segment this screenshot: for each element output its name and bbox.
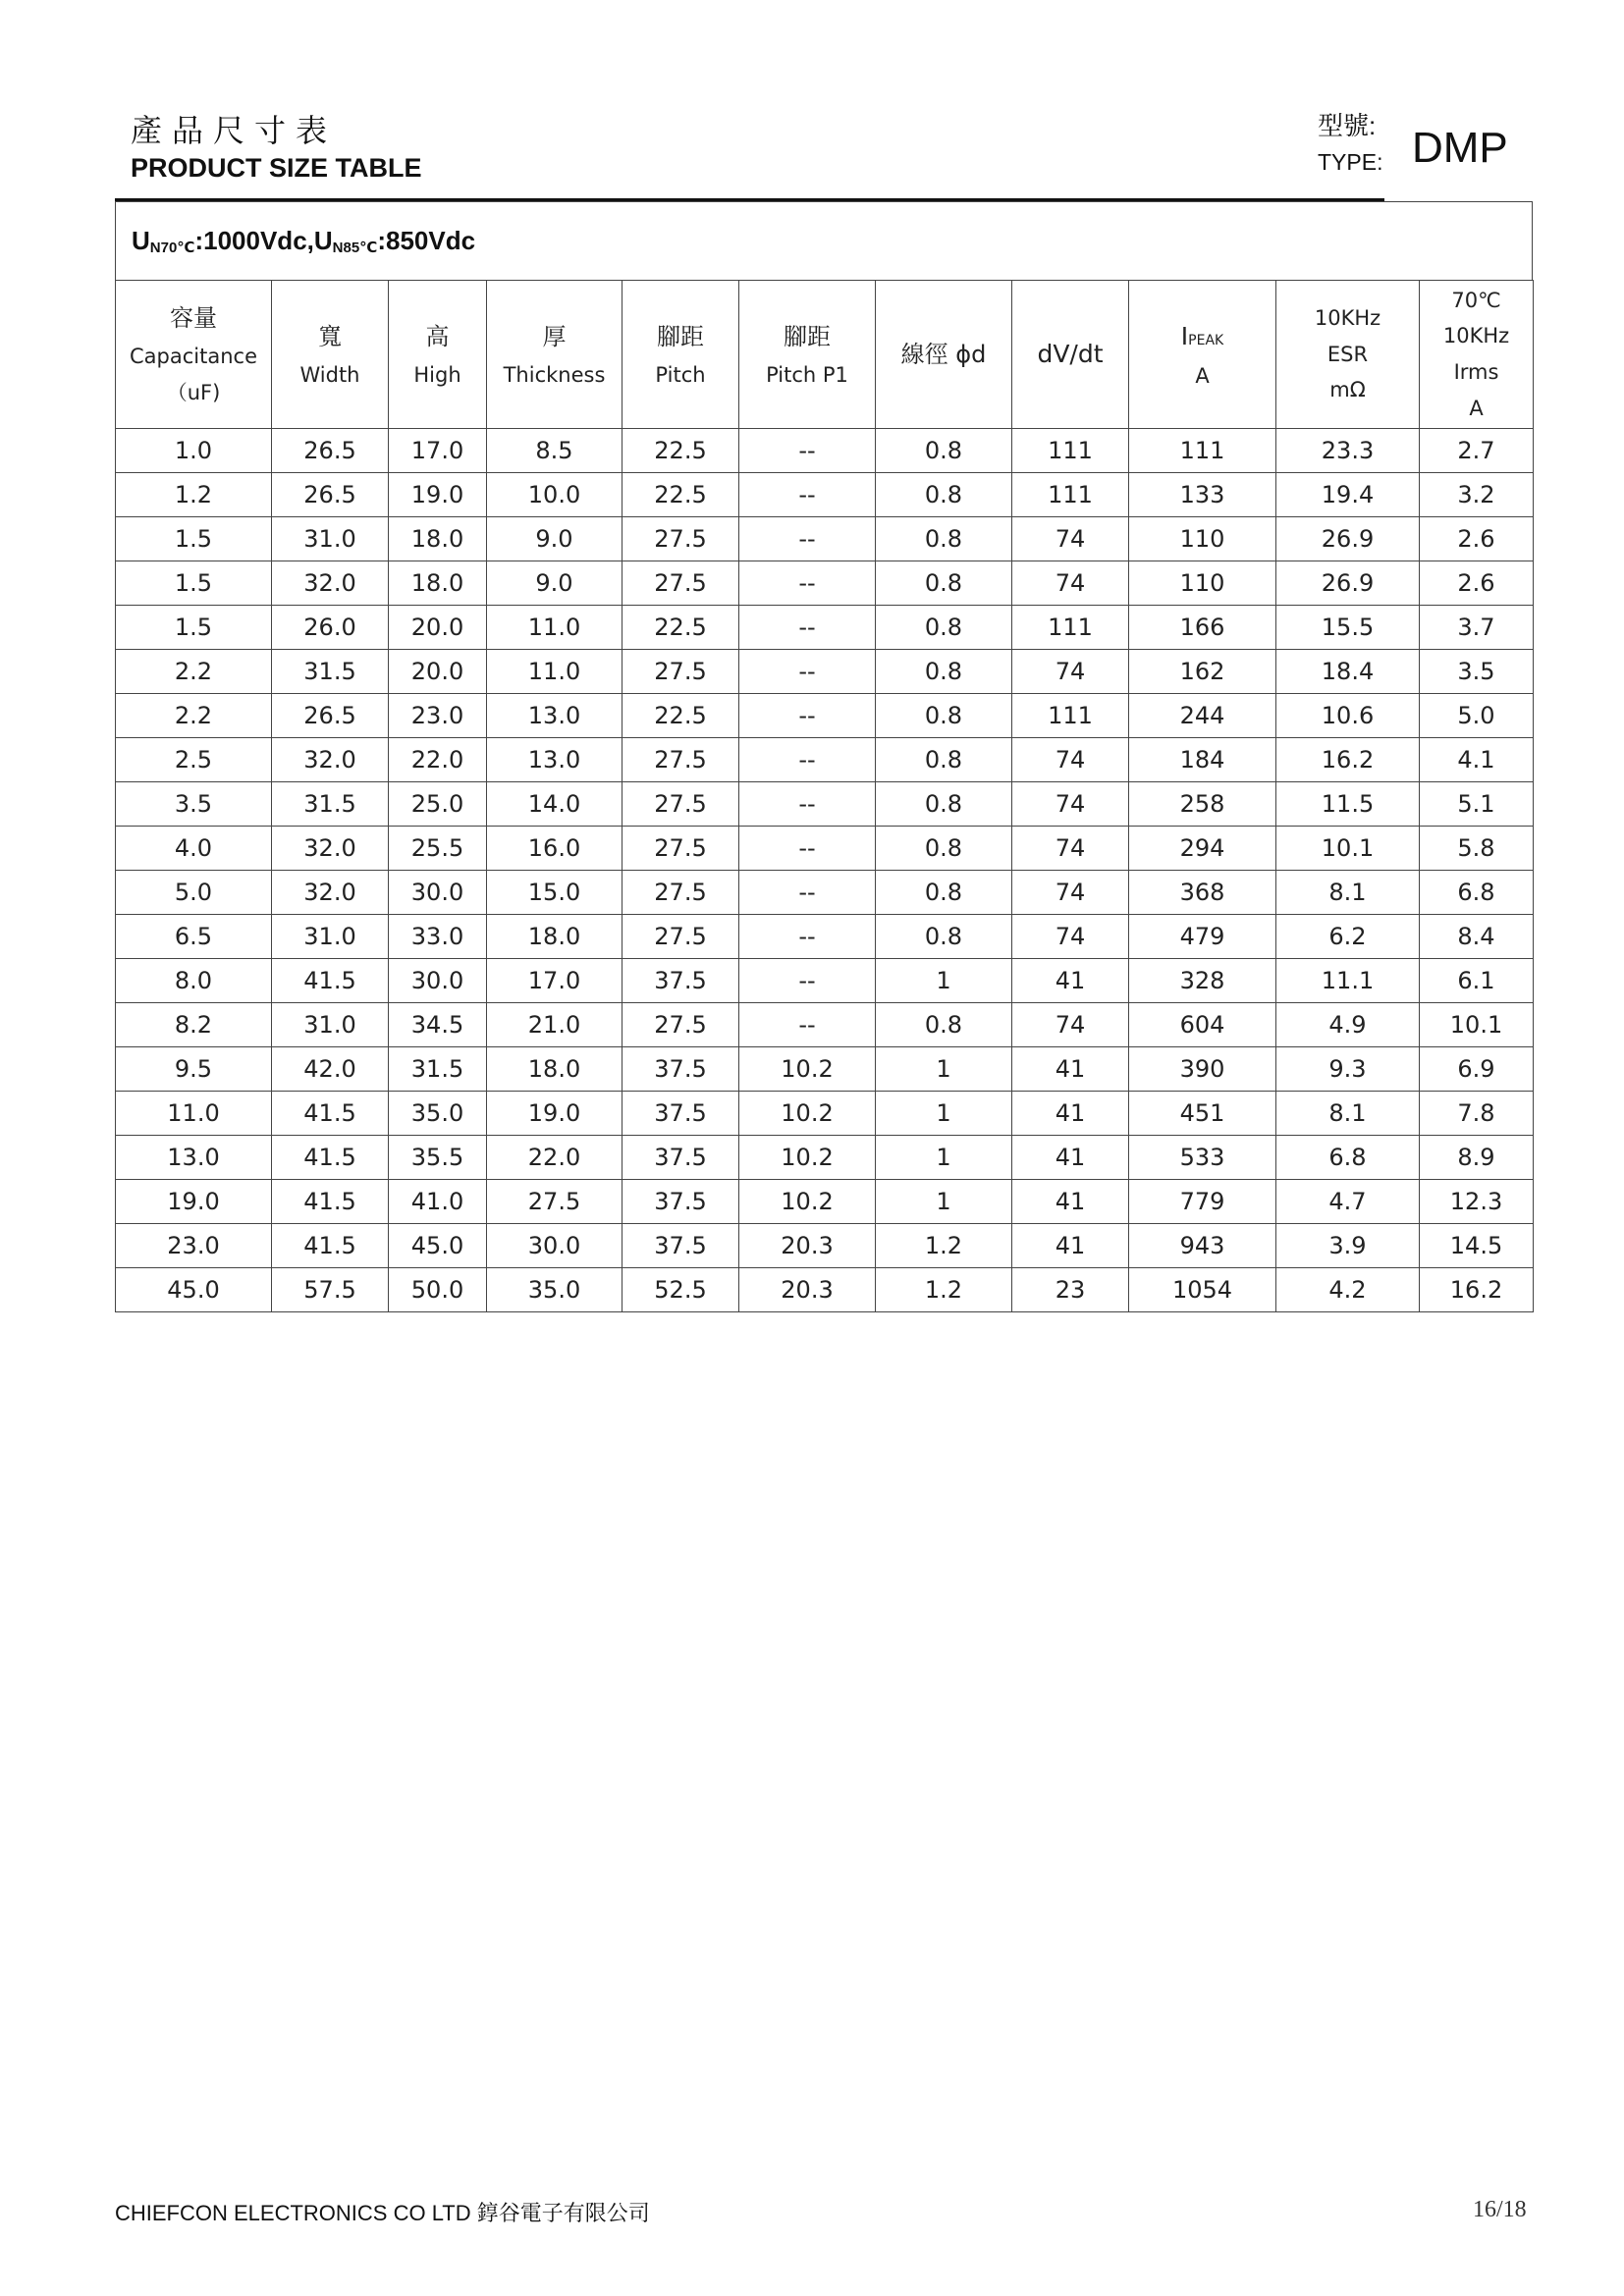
table-cell: 3.5 (116, 782, 272, 827)
table-row (116, 1268, 1534, 1312)
table-cell: 22.5 (623, 694, 739, 738)
table-cell: 41.5 (272, 1136, 389, 1180)
table-row (116, 915, 1534, 959)
table-body (116, 429, 1534, 1312)
table-cell: 4.9 (1276, 1003, 1420, 1047)
column-header-line: 寬 (318, 322, 342, 350)
column-header (389, 281, 487, 429)
table-cell: 110 (1129, 517, 1276, 561)
table-cell: 13.0 (487, 738, 623, 782)
table-cell: 9.5 (116, 1047, 272, 1092)
table-cell: 943 (1129, 1224, 1276, 1268)
table-row (116, 782, 1534, 827)
table-cell: 1 (876, 1092, 1012, 1136)
table-cell: 166 (1129, 606, 1276, 650)
column-header (876, 281, 1012, 429)
table-cell: 9.3 (1276, 1047, 1420, 1092)
voltage-rating (115, 201, 1533, 280)
table-cell: 27.5 (623, 871, 739, 915)
table-cell: 52.5 (623, 1268, 739, 1312)
product-size-table (115, 280, 1534, 1312)
table-cell: 45.0 (389, 1224, 487, 1268)
table-cell: 30.0 (389, 871, 487, 915)
column-header-line: Capacitance (130, 345, 257, 369)
table-cell: 20.3 (739, 1224, 876, 1268)
column-header-line: dV/dt (1037, 340, 1104, 369)
table-row (116, 606, 1534, 650)
type-value: DMP (1412, 124, 1508, 172)
table-cell: 10.2 (739, 1180, 876, 1224)
table-cell: 18.0 (487, 1047, 623, 1092)
table-cell: 1.5 (116, 561, 272, 606)
table-cell: 27.5 (623, 915, 739, 959)
table-cell: 5.8 (1420, 827, 1534, 871)
table-cell: 0.8 (876, 1003, 1012, 1047)
column-header-line: 腳距 (784, 322, 831, 350)
table-cell: 1.5 (116, 517, 272, 561)
table-cell: 110 (1129, 561, 1276, 606)
table-cell: 32.0 (272, 738, 389, 782)
column-header-line: High (413, 362, 461, 387)
table-cell: 27.5 (623, 1003, 739, 1047)
table-cell: 15.5 (1276, 606, 1420, 650)
table-cell: 35.0 (389, 1092, 487, 1136)
table-cell: 37.5 (623, 1092, 739, 1136)
table-cell: 42.0 (272, 1047, 389, 1092)
table-cell: 8.2 (116, 1003, 272, 1047)
table-cell: 0.8 (876, 915, 1012, 959)
table-cell: 74 (1012, 517, 1129, 561)
table-cell: -- (739, 782, 876, 827)
table-cell: 0.8 (876, 650, 1012, 694)
table-cell: 8.0 (116, 959, 272, 1003)
table-cell: 45.0 (116, 1268, 272, 1312)
table-cell: 31.5 (272, 782, 389, 827)
table-cell: 184 (1129, 738, 1276, 782)
table-cell: 27.5 (623, 782, 739, 827)
table-cell: -- (739, 606, 876, 650)
table-cell: 26.0 (272, 606, 389, 650)
table-cell: 41 (1012, 1224, 1129, 1268)
table-cell: 14.0 (487, 782, 623, 827)
table-cell: 27.5 (623, 561, 739, 606)
voltage-u2-subscript: N85℃ (332, 239, 378, 256)
table-cell: 26.9 (1276, 561, 1420, 606)
table-cell: 23.3 (1276, 429, 1420, 473)
table-cell: 37.5 (623, 959, 739, 1003)
table-cell: 19.0 (389, 473, 487, 517)
table-cell: 13.0 (487, 694, 623, 738)
table-cell: 390 (1129, 1047, 1276, 1092)
table-row (116, 1224, 1534, 1268)
column-header-line: ESR (1326, 342, 1369, 366)
table-cell: -- (739, 694, 876, 738)
table-cell: 451 (1129, 1092, 1276, 1136)
table-cell: 74 (1012, 561, 1129, 606)
column-header (1129, 281, 1276, 429)
table-cell: 13.0 (116, 1136, 272, 1180)
column-header-line: A (1469, 396, 1484, 420)
table-cell: 41 (1012, 1047, 1129, 1092)
table-cell: 6.8 (1276, 1136, 1420, 1180)
table-cell: 31.5 (389, 1047, 487, 1092)
column-header-line: 高 (425, 322, 450, 350)
column-header-line: （uF) (166, 381, 221, 404)
table-cell: 27.5 (623, 517, 739, 561)
table-cell: -- (739, 561, 876, 606)
column-header-line: 厚 (542, 322, 567, 350)
table-cell: 4.7 (1276, 1180, 1420, 1224)
table-cell: 244 (1129, 694, 1276, 738)
table-cell: 23.0 (116, 1224, 272, 1268)
table-cell: 2.6 (1420, 517, 1534, 561)
table-cell: 74 (1012, 650, 1129, 694)
table-cell: 4.2 (1276, 1268, 1420, 1312)
table-cell: 6.2 (1276, 915, 1420, 959)
table-cell: 1.2 (876, 1268, 1012, 1312)
table-cell: 1 (876, 1180, 1012, 1224)
table-cell: 20.0 (389, 606, 487, 650)
table-row (116, 738, 1534, 782)
column-header (1012, 281, 1129, 429)
table-cell: 779 (1129, 1180, 1276, 1224)
table-row (116, 1136, 1534, 1180)
table-row (116, 959, 1534, 1003)
table-cell: 1054 (1129, 1268, 1276, 1312)
table-cell: 18.0 (389, 517, 487, 561)
table-row (116, 650, 1534, 694)
type-label-english: TYPE: (1318, 149, 1383, 175)
table-cell: 27.5 (623, 738, 739, 782)
table-cell: 20.3 (739, 1268, 876, 1312)
table-row (116, 694, 1534, 738)
table-cell: 25.5 (389, 827, 487, 871)
table-cell: 9.0 (487, 561, 623, 606)
table-cell: 33.0 (389, 915, 487, 959)
table-cell: 8.1 (1276, 871, 1420, 915)
table-cell: 1.5 (116, 606, 272, 650)
table-cell: 3.7 (1420, 606, 1534, 650)
table-cell: 11.0 (116, 1092, 272, 1136)
table-cell: 1 (876, 959, 1012, 1003)
voltage-u1-symbol: U (132, 226, 150, 255)
table-cell: -- (739, 738, 876, 782)
table-cell: 31.5 (272, 650, 389, 694)
column-header (1420, 281, 1534, 429)
column-header-line: 10KHz (1442, 324, 1510, 348)
page-title-chinese: 產品尺寸表 (131, 113, 338, 148)
table-cell: 1 (876, 1136, 1012, 1180)
table-cell: 74 (1012, 1003, 1129, 1047)
table-cell: 111 (1012, 606, 1129, 650)
table-cell: 27.5 (623, 827, 739, 871)
table-cell: 111 (1012, 473, 1129, 517)
voltage-u2-symbol: U (313, 226, 333, 255)
table-cell: 8.9 (1420, 1136, 1534, 1180)
column-header (272, 281, 389, 429)
table-row (116, 517, 1534, 561)
table-cell: 41 (1012, 1136, 1129, 1180)
table-cell: 35.5 (389, 1136, 487, 1180)
table-cell: 0.8 (876, 561, 1012, 606)
table-cell: 6.1 (1420, 959, 1534, 1003)
table-cell: 0.8 (876, 606, 1012, 650)
table-cell: 41.5 (272, 959, 389, 1003)
table-cell: 41 (1012, 1180, 1129, 1224)
table-cell: 2.5 (116, 738, 272, 782)
table-cell: -- (739, 517, 876, 561)
voltage-u1-subscript: N70℃ (149, 239, 195, 256)
column-header-line: Width (299, 362, 360, 387)
type-label-chinese: 型號: (1318, 111, 1377, 140)
column-header-line: 10KHz (1314, 305, 1381, 330)
table-cell: 35.0 (487, 1268, 623, 1312)
column-header-line: Pitch P1 (766, 362, 848, 387)
page-title-english: PRODUCT SIZE TABLE (131, 153, 422, 183)
table-cell: -- (739, 915, 876, 959)
table-cell: 74 (1012, 915, 1129, 959)
table-cell: 5.0 (1420, 694, 1534, 738)
product-size-table-container (115, 201, 1533, 1312)
table-cell: 50.0 (389, 1268, 487, 1312)
column-header-line: Irms (1453, 360, 1499, 384)
table-cell: 74 (1012, 871, 1129, 915)
table-cell: 41 (1012, 1092, 1129, 1136)
table-row (116, 473, 1534, 517)
column-header-line: A (1195, 363, 1210, 388)
voltage-u2-value: :850Vdc (377, 226, 476, 255)
table-cell: 30.0 (487, 1224, 623, 1268)
table-cell: 0.8 (876, 473, 1012, 517)
table-cell: 10.2 (739, 1092, 876, 1136)
table-cell: 16.0 (487, 827, 623, 871)
table-cell: 10.2 (739, 1047, 876, 1092)
table-cell: 604 (1129, 1003, 1276, 1047)
table-cell: -- (739, 827, 876, 871)
table-cell: 1.2 (876, 1224, 1012, 1268)
table-cell: 11.5 (1276, 782, 1420, 827)
table-cell: 17.0 (389, 429, 487, 473)
table-cell: 41 (1012, 959, 1129, 1003)
table-row (116, 827, 1534, 871)
table-cell: 10.1 (1420, 1003, 1534, 1047)
table-cell: 11.0 (487, 606, 623, 650)
table-cell: 0.8 (876, 871, 1012, 915)
column-header (1276, 281, 1420, 429)
table-cell: 3.9 (1276, 1224, 1420, 1268)
table-cell: 10.1 (1276, 827, 1420, 871)
column-header-line: mΩ (1329, 378, 1366, 402)
table-cell: 328 (1129, 959, 1276, 1003)
table-cell: 34.5 (389, 1003, 487, 1047)
table-cell: 12.3 (1420, 1180, 1534, 1224)
footer-company: CHIEFCON ELECTRONICS CO LTD 錞谷電子有限公司 (115, 2201, 650, 2225)
table-cell: 57.5 (272, 1268, 389, 1312)
table-cell: 10.6 (1276, 694, 1420, 738)
table-row (116, 871, 1534, 915)
table-cell: 37.5 (623, 1180, 739, 1224)
table-cell: 27.5 (623, 650, 739, 694)
table-cell: -- (739, 871, 876, 915)
column-header-line: Pitch (655, 362, 706, 387)
table-cell: 8.4 (1420, 915, 1534, 959)
table-cell: 4.1 (1420, 738, 1534, 782)
table-cell: -- (739, 650, 876, 694)
table-cell: 5.0 (116, 871, 272, 915)
table-cell: 533 (1129, 1136, 1276, 1180)
table-cell: 2.6 (1420, 561, 1534, 606)
table-cell: 479 (1129, 915, 1276, 959)
table-cell: 111 (1012, 694, 1129, 738)
table-cell: 22.5 (623, 606, 739, 650)
table-cell: 19.0 (116, 1180, 272, 1224)
table-cell: 9.0 (487, 517, 623, 561)
table-cell: 11.0 (487, 650, 623, 694)
table-row (116, 561, 1534, 606)
table-cell: 258 (1129, 782, 1276, 827)
table-cell: 111 (1012, 429, 1129, 473)
table-cell: 0.8 (876, 827, 1012, 871)
table-cell: 3.5 (1420, 650, 1534, 694)
table-cell: 133 (1129, 473, 1276, 517)
table-cell: 41.5 (272, 1224, 389, 1268)
table-cell: 1.2 (116, 473, 272, 517)
table-cell: 8.1 (1276, 1092, 1420, 1136)
table-cell: 10.0 (487, 473, 623, 517)
table-cell: 22.0 (487, 1136, 623, 1180)
table-cell: 23.0 (389, 694, 487, 738)
table-cell: 31.0 (272, 1003, 389, 1047)
table-cell: 37.5 (623, 1136, 739, 1180)
table-cell: 16.2 (1276, 738, 1420, 782)
column-header (739, 281, 876, 429)
table-cell: 18.0 (487, 915, 623, 959)
table-cell: 111 (1129, 429, 1276, 473)
table-cell: 6.9 (1420, 1047, 1534, 1092)
table-cell: 74 (1012, 738, 1129, 782)
table-cell: 162 (1129, 650, 1276, 694)
table-cell: 10.2 (739, 1136, 876, 1180)
table-cell: 3.2 (1420, 473, 1534, 517)
table-cell: 32.0 (272, 561, 389, 606)
table-cell: 368 (1129, 871, 1276, 915)
table-cell: 18.4 (1276, 650, 1420, 694)
column-header-line: 線徑 ϕd (900, 341, 987, 368)
table-cell: -- (739, 1003, 876, 1047)
table-cell: 18.0 (389, 561, 487, 606)
table-cell: 8.5 (487, 429, 623, 473)
table-header-row (116, 281, 1534, 429)
table-cell: 4.0 (116, 827, 272, 871)
table-cell: 32.0 (272, 827, 389, 871)
table-cell: 0.8 (876, 429, 1012, 473)
table-cell: 14.5 (1420, 1224, 1534, 1268)
table-cell: 31.0 (272, 517, 389, 561)
column-header-line: 70℃ (1451, 288, 1501, 312)
table-cell: 0.8 (876, 517, 1012, 561)
table-cell: 7.8 (1420, 1092, 1534, 1136)
column-header (487, 281, 623, 429)
column-header-line: IPEAK (1180, 321, 1224, 350)
table-cell: 19.4 (1276, 473, 1420, 517)
table-cell: 0.8 (876, 782, 1012, 827)
footer-page-number: 16/18 (1473, 2197, 1527, 2222)
column-header-line: Thickness (503, 362, 606, 387)
table-cell: 27.5 (487, 1180, 623, 1224)
table-cell: 294 (1129, 827, 1276, 871)
table-cell: -- (739, 959, 876, 1003)
table-cell: 6.5 (116, 915, 272, 959)
table-cell: 41.5 (272, 1092, 389, 1136)
column-header (623, 281, 739, 429)
table-cell: 30.0 (389, 959, 487, 1003)
table-cell: 41.5 (272, 1180, 389, 1224)
table-cell: 2.2 (116, 694, 272, 738)
table-row (116, 429, 1534, 473)
table-row (116, 1047, 1534, 1092)
table-cell: 26.5 (272, 429, 389, 473)
table-cell: 2.2 (116, 650, 272, 694)
table-cell: 22.0 (389, 738, 487, 782)
table-cell: 32.0 (272, 871, 389, 915)
table-cell: 22.5 (623, 429, 739, 473)
table-cell: 11.1 (1276, 959, 1420, 1003)
table-cell: 16.2 (1420, 1268, 1534, 1312)
table-cell: 26.5 (272, 473, 389, 517)
table-row (116, 1092, 1534, 1136)
table-cell: 5.1 (1420, 782, 1534, 827)
table-cell: 19.0 (487, 1092, 623, 1136)
table-row (116, 1003, 1534, 1047)
table-cell: 1.0 (116, 429, 272, 473)
table-cell: 20.0 (389, 650, 487, 694)
table-cell: 37.5 (623, 1047, 739, 1092)
table-cell: 0.8 (876, 694, 1012, 738)
table-cell: 23 (1012, 1268, 1129, 1312)
table-cell: 26.9 (1276, 517, 1420, 561)
table-cell: 6.8 (1420, 871, 1534, 915)
table-cell: -- (739, 473, 876, 517)
table-cell: 15.0 (487, 871, 623, 915)
table-cell: 74 (1012, 782, 1129, 827)
table-cell: 2.7 (1420, 429, 1534, 473)
column-header-line: 容量 (170, 304, 217, 333)
table-cell: 74 (1012, 827, 1129, 871)
table-cell: 21.0 (487, 1003, 623, 1047)
table-row (116, 1180, 1534, 1224)
table-cell: -- (739, 429, 876, 473)
table-cell: 22.5 (623, 473, 739, 517)
table-cell: 25.0 (389, 782, 487, 827)
column-header (116, 281, 272, 429)
voltage-u1-value: :1000Vdc, (194, 226, 314, 255)
table-cell: 1 (876, 1047, 1012, 1092)
table-cell: 0.8 (876, 738, 1012, 782)
table-cell: 31.0 (272, 915, 389, 959)
table-cell: 26.5 (272, 694, 389, 738)
table-cell: 41.0 (389, 1180, 487, 1224)
table-cell: 17.0 (487, 959, 623, 1003)
column-header-line: 腳距 (657, 322, 704, 350)
table-cell: 37.5 (623, 1224, 739, 1268)
